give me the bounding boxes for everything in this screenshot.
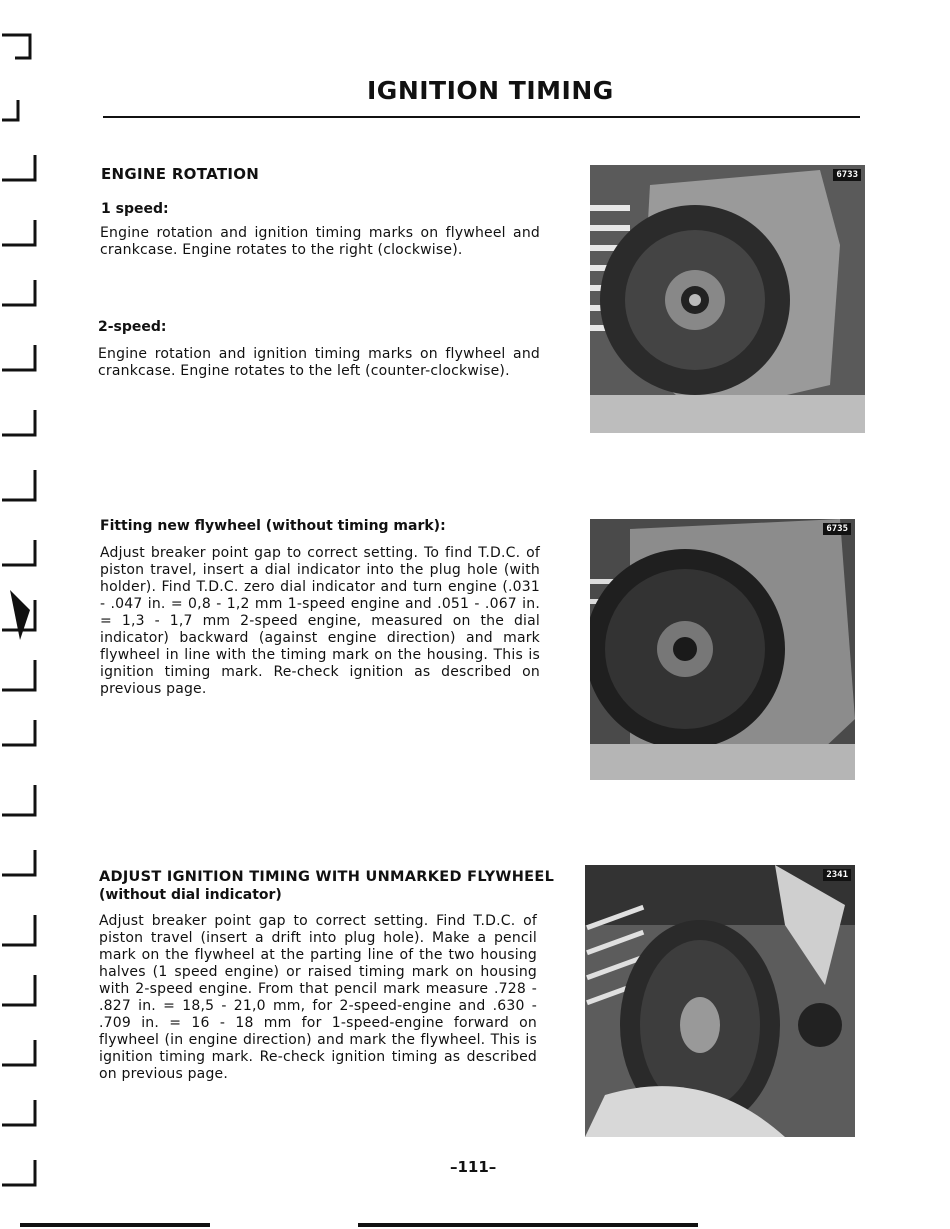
flywheel-photo-1 [590,165,865,433]
flywheel-photo-2 [590,519,855,780]
photo-2-number: 6735 [823,523,851,535]
title-rule [103,116,860,118]
photo-1-number: 6733 [833,169,861,181]
section-heading-engine-rotation: ENGINE ROTATION [101,165,260,183]
flywheel-photo-3 [585,865,855,1137]
unmarked-flywheel-subheading: (without dial indicator) [99,887,282,903]
speed2-label: 2-speed: [98,319,167,335]
page-number: –111– [450,1158,497,1176]
speed1-label: 1 speed: [101,201,169,217]
unmarked-flywheel-text: Adjust breaker point gap to correct setting. Find T.D.C. of piston travel (insert a drift into plug hole). Make a pencil mark on the flywheel at the parting line of the two housing halves (1 speed engine) or raised timing mark on housing with 2-speed engine. From that pencil mark measure .728 - .827 in. = 18,5 - 21,0 mm, for 2-speed-engine and .630 - .709 in. = 16 - 18 mm for 1-speed-engine forward on flywheel (in engine direction) and mark the flywheel. This is ignition timing mark. Re-check ignition timing as described on previous page. [99,913,537,1082]
speed2-text: Engine rotation and ignition timing marks on flywheel and crankcase. Engine rotates to the left (counter-clockwise). [98,346,540,379]
section-heading-fitting-flywheel: Fitting new flywheel (without timing mark): [100,518,446,534]
section-heading-unmarked-flywheel: ADJUST IGNITION TIMING WITH UNMARKED FLYWHEEL [99,869,555,885]
page-title: IGNITION TIMING [367,76,614,105]
photo-3-number: 2341 [823,869,851,881]
bottom-scan-bar-right [358,1223,698,1227]
bottom-scan-bar-left [20,1223,210,1227]
speed1-text: Engine rotation and ignition timing marks on flywheel and crankcase. Engine rotates to the right (clockwise). [100,225,540,258]
fitting-flywheel-text: Adjust breaker point gap to correct setting. To find T.D.C. of piston travel, insert a dial indicator into the plug hole (with holder). Find T.D.C. zero dial indicator and turn engine (.031 - .047 in. = 0,8 - 1,2 mm 1-speed engine and .051 - .067 in. = 1,3 - 1,7 mm 2-speed engine, measured on the dial indicator) backward (against engine direction) and mark flywheel in line with the timing mark on the housing. This is ignition timing mark. Re-check ignition as described on previous page. [100,545,540,697]
binding-strip [0,0,60,1229]
